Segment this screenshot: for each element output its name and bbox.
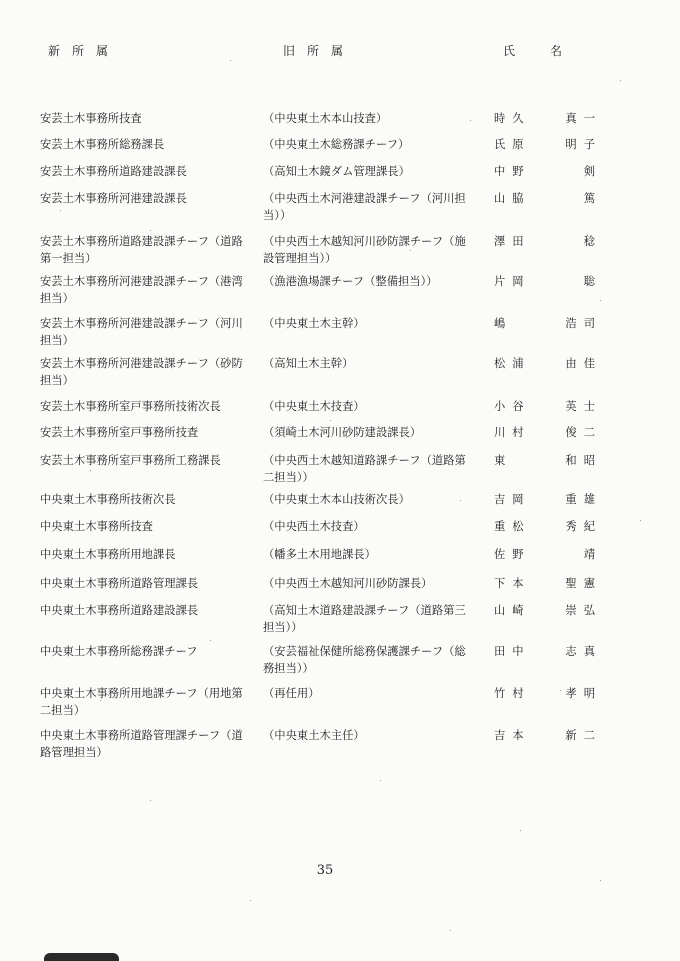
- scan-speck: [640, 520, 641, 521]
- surname: 田中: [494, 645, 531, 658]
- scan-speck: [210, 640, 211, 641]
- old-affiliation: （中央西土木越知道路課チーフ（道路第二担当））: [263, 454, 466, 484]
- old-affiliation: （中央東土木総務課チーフ）: [263, 138, 410, 151]
- new-affiliation: 中央東土木事務所技術次長: [40, 493, 176, 506]
- scan-speck: [410, 250, 411, 251]
- given-name: 由佳: [565, 357, 602, 370]
- old-affiliation: （中央東土木本山技術次長）: [263, 493, 410, 506]
- given-name: 秀紀: [565, 520, 602, 533]
- header-name-given: 名: [550, 44, 563, 58]
- new-affiliation: 中央東土木事務所道路管理課チーフ（道路管理担当）: [40, 729, 243, 759]
- scan-speck: [620, 80, 621, 81]
- old-affiliation: （中央東土木技査）: [263, 400, 365, 413]
- header-name-surname: 氏: [503, 44, 516, 58]
- surname: 竹村: [494, 687, 531, 700]
- scan-speck: [100, 700, 101, 701]
- scan-speck: [330, 420, 331, 421]
- new-affiliation: 安芸土木事務所道路建設課長: [40, 165, 187, 178]
- given-name: 和昭: [565, 454, 602, 467]
- old-affiliation: （中央東土木主任）: [263, 729, 365, 742]
- old-affiliation: （幡多土木用地課長）: [263, 548, 376, 561]
- new-affiliation: 安芸土木事務所河港建設課チーフ（砂防担当）: [40, 357, 243, 387]
- new-affiliation: 安芸土木事務所道路建設課チーフ（道路第一担当）: [40, 235, 243, 265]
- given-name: 志真: [565, 645, 602, 658]
- scan-speck: [460, 500, 461, 501]
- scan-speck: [150, 800, 151, 801]
- given-name: 剣: [583, 165, 602, 178]
- surname: 下本: [494, 577, 531, 590]
- header-name: [503, 42, 563, 59]
- given-name: 孝明: [565, 687, 602, 700]
- surname: 中野: [494, 165, 531, 178]
- surname: 佐野: [494, 548, 531, 561]
- scan-speck: [380, 780, 381, 781]
- surname: 時久: [494, 112, 531, 125]
- new-affiliation: 安芸土木事務所室戸事務所技査: [40, 426, 199, 439]
- scan-speck: [470, 120, 471, 121]
- new-affiliation: 安芸土木事務所河港建設課長: [40, 192, 187, 205]
- given-name: 稔: [583, 235, 602, 248]
- new-affiliation: 安芸土木事務所室戸事務所技術次長: [40, 400, 221, 413]
- old-affiliation: （高知土木道路建設課チーフ（道路第三担当））: [263, 604, 466, 634]
- new-affiliation: 安芸土木事務所河港建設課チーフ（港湾担当）: [40, 275, 243, 305]
- given-name: 浩司: [565, 317, 602, 330]
- scan-speck: [560, 690, 561, 691]
- new-affiliation: 中央東土木事務所道路建設課長: [40, 604, 199, 617]
- surname: 氏原: [494, 138, 531, 151]
- old-affiliation: （中央東土木主幹）: [263, 317, 365, 330]
- scan-speck: [60, 210, 61, 211]
- header-old-affiliation: 旧所属: [283, 44, 356, 58]
- given-name: 靖: [583, 548, 602, 561]
- new-affiliation: 安芸土木事務所室戸事務所工務課長: [40, 454, 221, 467]
- new-affiliation: 安芸土木事務所技査: [40, 112, 142, 125]
- old-affiliation: （中央西土木技査）: [263, 520, 365, 533]
- old-affiliation: （中央西土木河港建設課チーフ（河川担当））: [263, 192, 466, 222]
- given-name: 俊二: [565, 426, 602, 439]
- new-affiliation: 中央東土木事務所総務課チーフ: [40, 645, 198, 658]
- surname: 山崎: [494, 604, 531, 617]
- given-name: 重雄: [565, 493, 602, 506]
- given-name: 新二: [565, 729, 602, 742]
- old-affiliation: （高知土木主幹）: [263, 357, 354, 370]
- scan-speck: [520, 830, 521, 831]
- surname: 東: [494, 454, 513, 467]
- given-name: 真一: [565, 112, 602, 125]
- scan-edge-mark: [44, 953, 119, 961]
- new-affiliation: 中央東土木事務所道路管理課長: [40, 577, 199, 590]
- scan-speck: [230, 60, 231, 61]
- surname: 松浦: [494, 357, 531, 370]
- old-affiliation: （高知土木鏡ダム管理課長）: [263, 165, 410, 178]
- surname: 片岡: [494, 275, 531, 288]
- old-affiliation: （須崎土木河川砂防建設課長）: [263, 426, 422, 439]
- scan-speck: [250, 900, 251, 901]
- given-name: 聡: [583, 275, 602, 288]
- old-affiliation: （中央西土木越知河川砂防課長）: [263, 577, 433, 590]
- new-affiliation: 中央東土木事務所用地課チーフ（用地第二担当）: [40, 687, 243, 717]
- new-affiliation: 安芸土木事務所河港建設課チーフ（河川担当）: [40, 317, 243, 347]
- scan-speck: [600, 880, 601, 881]
- scan-speck: [600, 300, 601, 301]
- surname: 重松: [494, 520, 531, 533]
- given-name: 英士: [565, 400, 602, 413]
- surname: 吉本: [494, 729, 531, 742]
- scan-speck: [90, 470, 91, 471]
- surname: 澤田: [494, 235, 531, 248]
- surname: 吉岡: [494, 493, 531, 506]
- old-affiliation: （中央東土木本山技査）: [263, 112, 388, 125]
- surname: 小谷: [494, 400, 531, 413]
- given-name: 聖憲: [565, 577, 602, 590]
- old-affiliation: （安芸福祉保健所総務保護課チーフ（総務担当））: [263, 645, 466, 675]
- surname: 山脇: [494, 192, 531, 205]
- surname: 川村: [494, 426, 531, 439]
- new-affiliation: 中央東土木事務所用地課長: [40, 548, 176, 561]
- scan-speck: [150, 230, 151, 231]
- surname: 嶋: [494, 317, 513, 330]
- header-new-affiliation: 新所属: [48, 44, 121, 58]
- old-affiliation: （漁港漁場課チーフ（整備担当））: [263, 275, 438, 288]
- new-affiliation: 安芸土木事務所総務課長: [40, 138, 165, 151]
- given-name: 崇弘: [565, 604, 602, 617]
- given-name: 明子: [565, 138, 602, 151]
- new-affiliation: 中央東土木事務所技査: [40, 520, 153, 533]
- page-number: 35: [316, 863, 334, 878]
- old-affiliation: （再任用）: [263, 687, 320, 700]
- scan-speck: [450, 930, 451, 931]
- given-name: 篤: [583, 192, 602, 205]
- old-affiliation: （中央西土木越知河川砂防課チーフ（施設管理担当））: [263, 235, 466, 265]
